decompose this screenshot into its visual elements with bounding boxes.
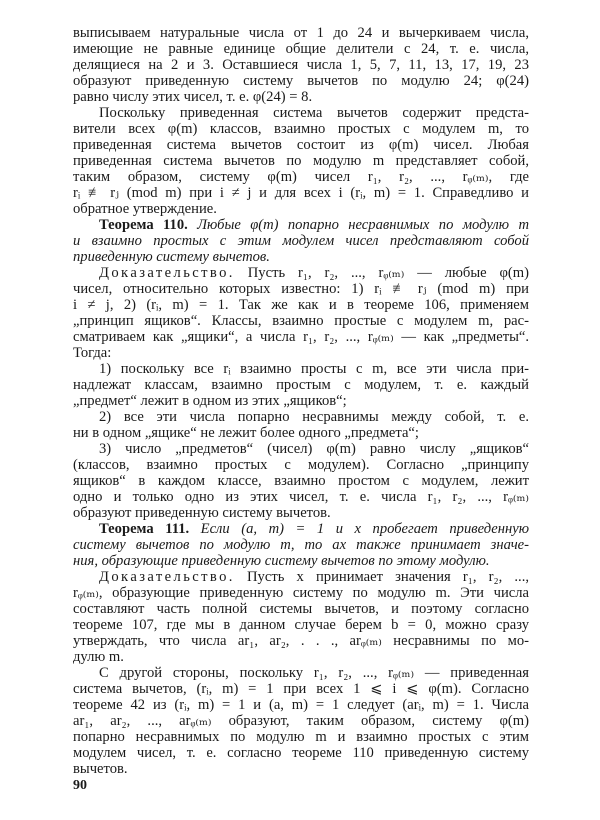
theorem-statement-text: приведенную систему вычетов. [73, 249, 270, 265]
line-text: образуют приведенную систему вычетов по модулю 24; φ(24) [73, 73, 529, 89]
theorem-statement-text: ния, образующие приведенную систему вычетов по этому модулю. [73, 553, 490, 569]
line-text: приведенная система вычетов состоит из φ(m) чисел. Любая [73, 137, 529, 153]
line-text: ни в одном „ящике“ не лежит более одного „предмета“; [73, 425, 419, 441]
text-line [73, 393, 529, 409]
line-text: теореме 42 из (rᵢ, m) = 1 и (a, m) = 1 следует (arᵢ, m) = 1. Числа [73, 697, 529, 713]
line-text: образуют приведенную систему вычетов. [73, 505, 331, 521]
text-line [73, 201, 529, 217]
theorem-paragraph [73, 217, 529, 265]
line-text: надлежат классам, взаимно простым с модулем, т. е. каждый [73, 377, 529, 393]
line-text: приведенная система вычетов по модулю m представляет собой, [73, 153, 529, 169]
line-text: выписываем натуральные числа от 1 до 24 и вычеркиваем числа, [73, 25, 529, 41]
line-text: 2) все эти числа попарно несравнимы между собой, т. е. [99, 409, 529, 425]
text-line [73, 489, 529, 505]
text-line [73, 441, 529, 457]
text-line [73, 25, 529, 41]
line-text: (классов, взаимно простых с модулем). Согласно „принципу [73, 457, 529, 473]
text-line [73, 409, 529, 425]
line-text: утверждать, что числа ar₁, ar₂, . . ., arᵩ₍ₘ₎ несравнимы по мо- [73, 633, 529, 649]
text-line [73, 521, 529, 537]
paragraph [73, 441, 529, 521]
text-line [73, 569, 529, 585]
text-line [73, 361, 529, 377]
line-text: попарно несравнимых по модулю m и взаимно простых с этим [73, 729, 529, 745]
line-text: таким образом, систему φ(m) чисел r₁, r₂, ..., rᵩ₍ₘ₎, где [73, 169, 529, 185]
line-text: обратное утверждение. [73, 201, 217, 217]
text-line [73, 57, 529, 73]
paragraph [73, 361, 529, 409]
text-line [73, 425, 529, 441]
line-text: дулю m. [73, 649, 124, 665]
line-text: ящиков“ в каждом классе, взаимно простом с модулем, лежит [73, 473, 529, 489]
text-line [73, 713, 529, 729]
line-text: имеющие не равные единице общие делители с 24, т. е. числа, [73, 41, 529, 57]
line-text: система вычетов, (rᵢ, m) = 1 при всех 1 ⩽ i ⩽ φ(m). Согласно [73, 681, 529, 697]
text-line [73, 281, 529, 297]
text-line [73, 73, 529, 89]
book-page-body [73, 25, 529, 777]
line-text: ar₁, ar₂, ..., arᵩ₍ₘ₎ образуют, таким образом, систему φ(m) [73, 713, 529, 729]
text-line [73, 313, 529, 329]
text-line [73, 185, 529, 201]
text-line [73, 249, 529, 265]
line-text: i ≠ j, 2) (rᵢ, m) = 1. Так же как и в теореме 106, применяем [73, 297, 529, 313]
line-text: Пусть x принимает значения r₁, r₂, ..., [234, 569, 529, 585]
paragraph [73, 409, 529, 441]
line-text: делящиеся на 2 и 3. Оставшиеся числа 1, 5, 7, 11, 13, 17, 19, 23 [73, 57, 529, 73]
text-line [73, 697, 529, 713]
theorem-label: Теорема 111. [99, 521, 190, 537]
proof-paragraph [73, 569, 529, 665]
proof-label: Доказательство. [99, 569, 235, 585]
text-line [73, 585, 529, 601]
text-line [73, 89, 529, 105]
paragraph [73, 665, 529, 777]
text-line [73, 681, 529, 697]
text-line [73, 297, 529, 313]
page-number: 90 [73, 778, 87, 793]
line-text: 1) поскольку все rᵢ взаимно просты с m, все эти числа при- [99, 361, 529, 377]
line-text: rᵢ ≢ rⱼ (mod m) при i ≠ j и для всех i (rᵢ, m) = 1. Справедливо и [73, 185, 529, 201]
line-text: равно числу этих чисел, т. е. φ(24) = 8. [73, 89, 313, 105]
line-text: вычетов. [73, 761, 128, 777]
line-text: Пусть r₁, r₂, ..., rᵩ₍ₘ₎ — любые φ(m) [234, 265, 529, 281]
theorem-paragraph [73, 521, 529, 569]
text-line [73, 105, 529, 121]
text-line [73, 537, 529, 553]
text-line [73, 649, 529, 665]
proof-paragraph [73, 265, 529, 361]
line-text: С другой стороны, поскольку r₁, r₂, ..., rᵩ₍ₘ₎ — приведенная [99, 665, 529, 681]
text-line [73, 505, 529, 521]
line-text: модулем чисел, т. е. согласно теореме 110 приведенную систему [73, 745, 529, 761]
text-line [73, 329, 529, 345]
paragraph [73, 105, 529, 217]
text-line [73, 745, 529, 761]
paragraph [73, 25, 529, 105]
text-line [73, 633, 529, 649]
theorem-statement-text: Если (a, m) = 1 и x пробегает приведенную [189, 521, 529, 537]
text-line [73, 121, 529, 137]
line-text: одно и только одно из этих чисел, т. е. числа r₁, r₂, ..., rᵩ₍ₘ₎ [73, 489, 529, 505]
theorem-statement-text: и взаимно простых с этим модулем чисел представляют собой [73, 233, 529, 249]
line-text: теореме 107, где мы в данном случае берем b = 0, можно сразу [73, 617, 529, 633]
line-text: Тогда: [73, 345, 112, 361]
text-line [73, 729, 529, 745]
text-line [73, 169, 529, 185]
line-text: Поскольку приведенная система вычетов содержит предста- [99, 105, 529, 121]
text-line [73, 761, 529, 777]
text-line [73, 473, 529, 489]
line-text: составляют часть полной системы вычетов, и поэтому согласно [73, 601, 529, 617]
text-line [73, 137, 529, 153]
text-line [73, 265, 529, 281]
line-text: rᵩ₍ₘ₎, образующие приведенную систему по модулю m. Эти числа [73, 585, 529, 601]
text-line [73, 457, 529, 473]
text-line [73, 377, 529, 393]
line-text: 3) число „предметов“ (чисел) φ(m) равно числу „ящиков“ [99, 441, 529, 457]
text-line [73, 41, 529, 57]
text-line [73, 601, 529, 617]
line-text: вители всех φ(m) классов, взаимно простых с модулем m, то [73, 121, 529, 137]
line-text: „предмет“ лежит в одном из этих „ящиков“; [73, 393, 347, 409]
text-line [73, 233, 529, 249]
line-text: чисел, относительно которых известно: 1) rᵢ ≢ rⱼ (mod m) при [73, 281, 529, 297]
text-line [73, 617, 529, 633]
theorem-label: Теорема 110. [99, 217, 188, 233]
text-line [73, 553, 529, 569]
line-text: сматриваем как „ящики“, а числа r₁, r₂, ..., rᵩ₍ₘ₎ — как „предметы“. [73, 329, 529, 345]
line-text: „принцип ящиков“. Классы, взаимно простые с модулем m, рас- [73, 313, 529, 329]
theorem-statement-text: Любые φ(m) попарно несравнимых по модулю m [187, 217, 529, 233]
text-line [73, 665, 529, 681]
text-line [73, 217, 529, 233]
theorem-statement-text: систему вычетов по модулю m, то ax также принимает значе- [73, 537, 529, 553]
text-line [73, 345, 529, 361]
text-line [73, 153, 529, 169]
proof-label: Доказательство. [99, 265, 235, 281]
